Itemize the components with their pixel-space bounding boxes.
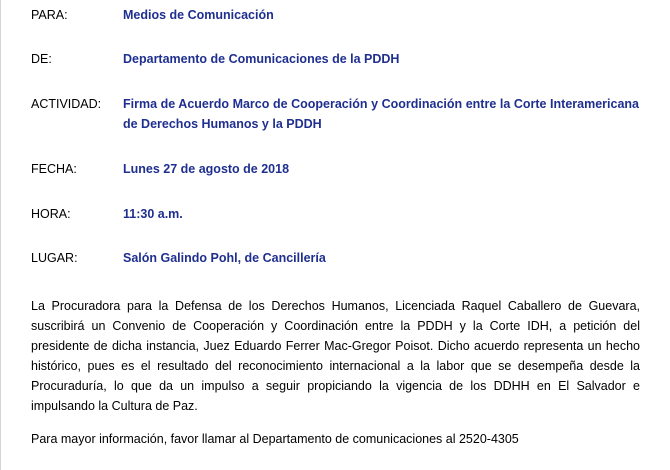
para-value: Medios de Comunicación xyxy=(123,8,274,22)
de-label: DE: xyxy=(31,52,52,66)
fecha-value: Lunes 27 de agosto de 2018 xyxy=(123,162,290,176)
hora-value: 11:30 a.m. xyxy=(123,207,183,221)
para-label: PARA: xyxy=(31,8,68,22)
actividad-value: Firma de Acuerdo Marco de Cooperación y Coordinación entre la Corte Interamericana de Derechos Humanos y la PDDH xyxy=(123,97,639,131)
page-edge-rule xyxy=(0,0,1,470)
contact-line: Para mayor información, favor llamar al Departamento de comunicaciones al 2520-4305 xyxy=(31,432,519,446)
fecha-label: FECHA: xyxy=(31,162,77,176)
lugar-value: Salón Galindo Pohl, de Cancillería xyxy=(123,251,326,265)
hora-label: HORA: xyxy=(31,207,71,221)
announcement-paragraph: La Procuradora para la Defensa de los Derechos Humanos, Licenciada Raquel Caballero de Guevara, suscribirá un Convenio de Cooperación y Coordinación entre la PDDH y la Corte IDH, a petición del presidente de dicha instancia, Juez Eduardo Ferrer Mac-Gregor Poisot. Dicho acuerdo representa un hecho histórico, pues es el resultado del reconocimiento internacional a la labor que se desempeña desde la Procuraduría, lo que da un impulso a seguir propiciando la vigencia de los DDHH en El Salvador e impulsando la Cultura de Paz. xyxy=(31,299,640,413)
lugar-label: LUGAR: xyxy=(31,251,78,265)
actividad-label: ACTIVIDAD: xyxy=(31,97,102,111)
de-value: Departamento de Comunicaciones de la PDDH xyxy=(123,52,400,66)
